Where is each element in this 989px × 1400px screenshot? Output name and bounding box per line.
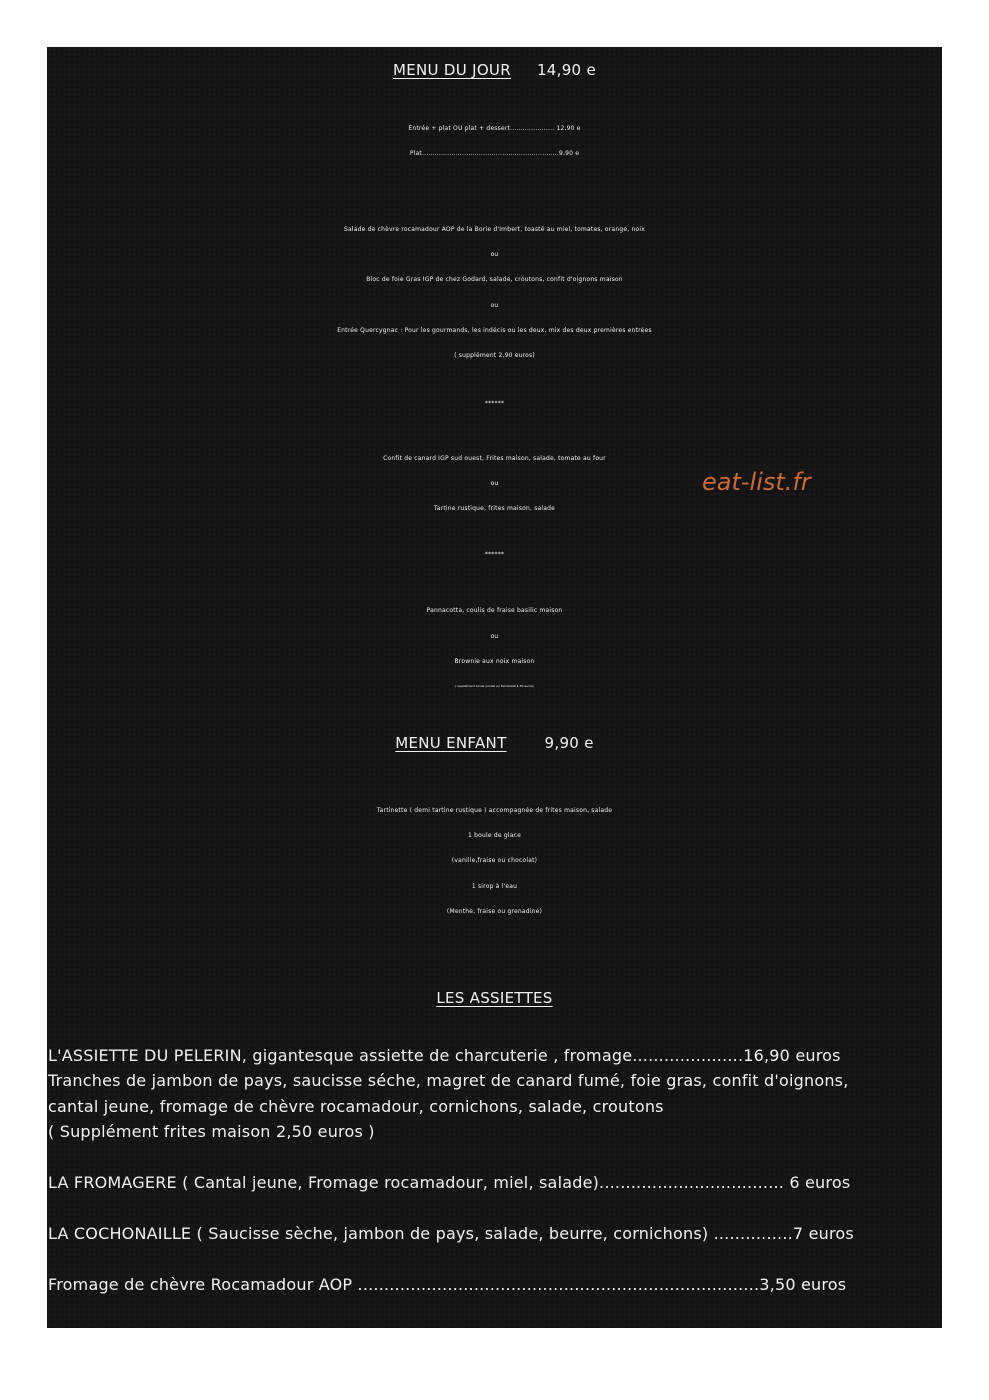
enfant-line: Tartinette ( demi tartine rustique ) accompagnée de frites maison, salade	[376, 807, 613, 814]
formula-line: Entrée + plat OU plat + dessert..................... 12,90 e	[408, 125, 581, 132]
separator: ******	[484, 551, 505, 558]
enfant-line: (vanille,fraise ou chocolat)	[451, 857, 538, 864]
plat-line: Tartine rustique, frites maison, salade	[433, 505, 556, 512]
pelerin-line: Tranches de jambon de pays, saucisse séche, magret de canard fumé, foie gras, confit d'oignons,	[48, 1071, 849, 1090]
entree-line: ( supplément 2,90 euros)	[454, 352, 535, 359]
formula-line: Plat.................................................................9,90 e	[409, 150, 580, 157]
dessert-line: Pannacotta, coulis de fraise basilic maison	[426, 607, 563, 614]
menu-du-jour-price: 14,90 e	[536, 61, 596, 79]
watermark: eat-list.fr	[702, 468, 811, 496]
dessert-note: ( supplément boule vanille ou framboise 1,50 euros)	[455, 684, 534, 688]
pelerin-line: L'ASSIETTE DU PELERIN, gigantesque assiette de charcuterie , fromage.....................16,90 euros	[48, 1046, 841, 1065]
enfant-line: 1 sirop à l'eau	[471, 883, 518, 890]
enfant-line: 1 boule de glace	[467, 832, 522, 839]
assiettes-title: LES ASSIETTES	[436, 989, 553, 1007]
rocamadour-line: Fromage de chèvre Rocamadour AOP ............................................................................3,50 euros	[48, 1275, 847, 1294]
menu-du-jour-heading	[47, 55, 942, 85]
entree-line: Salade de chèvre rocamadour AOP de la Borie d'Imbert, toasté au miel, tomates, orange, noix	[344, 226, 645, 233]
entree-line: ou	[490, 302, 499, 309]
plat-line: ou	[490, 480, 499, 487]
pelerin-line: cantal jeune, fromage de chèvre rocamadour, cornichons, salade, croutons	[48, 1097, 664, 1116]
chalkboard-menu	[47, 47, 942, 1328]
pelerin-line: ( Supplément frites maison 2,50 euros )	[48, 1122, 375, 1141]
menu-du-jour-title: MENU DU JOUR	[393, 61, 511, 79]
entree-line: Bloc de foie Gras IGP de chez Godard, salade, croutons, confit d'oignons maison	[366, 276, 623, 283]
dessert-line: Brownie aux noix maison	[454, 658, 535, 665]
entree-line: ou	[490, 251, 499, 258]
enfant-line: (Menthe, fraise ou grenadine)	[446, 908, 543, 915]
dessert-line: ou	[490, 633, 499, 640]
separator: ******	[484, 400, 505, 407]
entree-line: Entrée Quercygnac : Pour les gourmands, les indécis ou les deux, mix des deux premières entrées	[337, 327, 652, 334]
menu-enfant-heading	[47, 728, 942, 758]
assiettes-heading	[47, 983, 942, 1013]
cochonaille-line: LA COCHONAILLE ( Saucisse sèche, jambon de pays, salade, beurre, cornichons) ...............7 euros	[48, 1224, 854, 1243]
menu-enfant-price: 9,90 e	[544, 734, 594, 752]
menu-enfant-title: MENU ENFANT	[395, 734, 507, 752]
fromagere-line: LA FROMAGERE ( Cantal jeune, Fromage rocamadour, miel, salade)................................... 6 euros	[48, 1173, 851, 1192]
plat-line: Confit de canard IGP sud ouest, Frites maison, salade, tomate au four	[383, 455, 606, 462]
